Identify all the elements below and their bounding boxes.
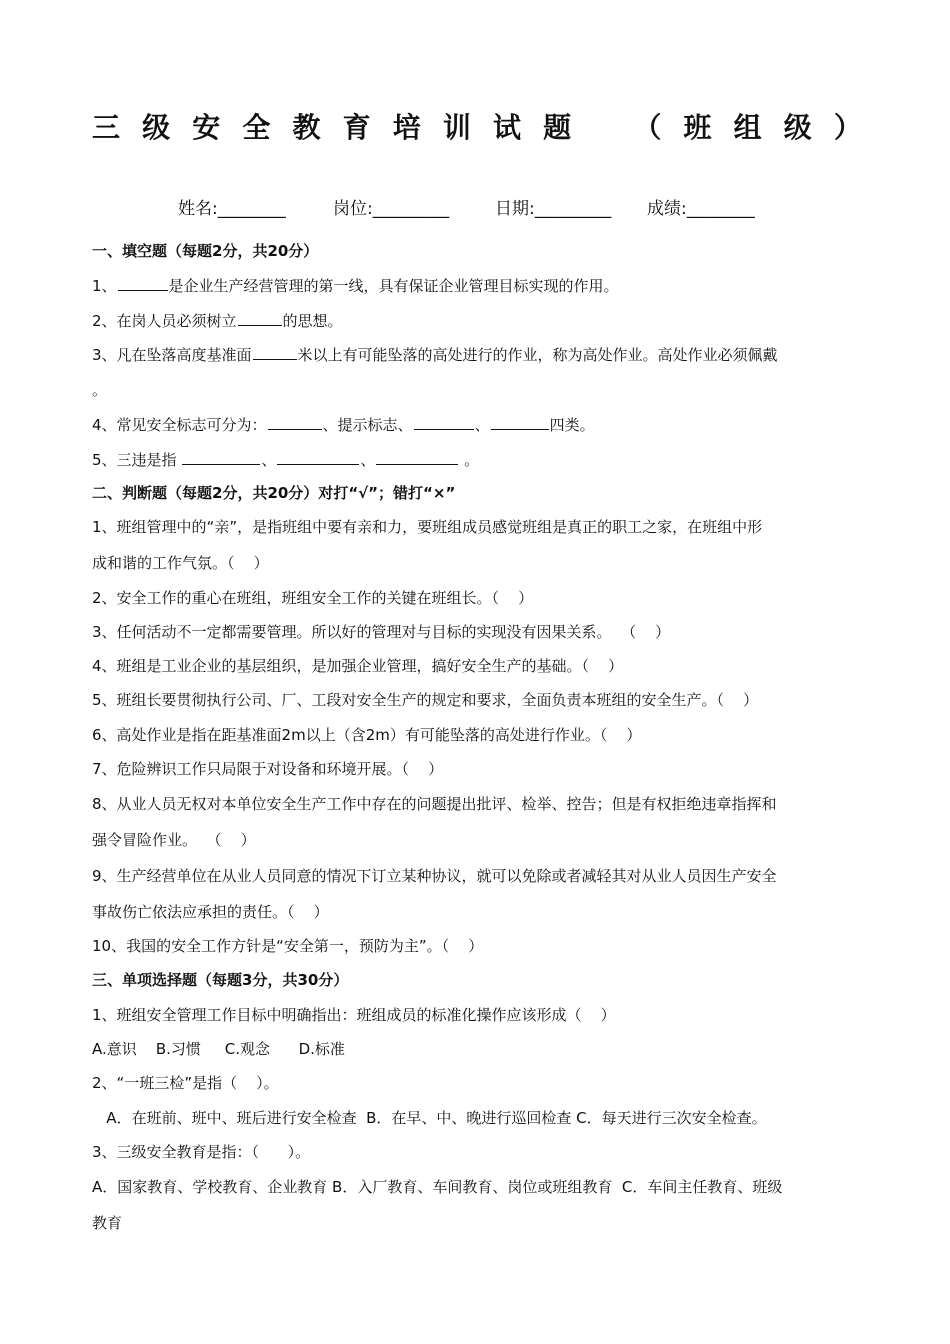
q2-text: 的思想。	[282, 312, 343, 330]
judge-line: 8、从业人员无权对本单位安全生产工作中存在的问题提出批评、检举、控告；但是有权拒绝违章指挥和	[92, 795, 777, 813]
exam-title	[92, 104, 862, 148]
judge-line: 9、生产经营单位在从业人员同意的情况下订立某种协议，就可以免除或者减轻其对从业人员因生产安全	[92, 867, 777, 885]
choice-line: 3、三级安全教育是指：（ ）。	[92, 1143, 311, 1161]
answer-blank[interactable]	[182, 449, 260, 465]
choice-line: 1、班组安全管理工作目标中明确指出：班组成员的标准化操作应该形成（ ）	[92, 1006, 616, 1024]
judge-line: 2、安全工作的重心在班组，班组安全工作的关键在班组长。（ ）	[92, 589, 534, 607]
q4-text: 、提示标志、	[322, 416, 413, 434]
section3-heading: 三、单项选择题（每题3分，共30分）	[92, 971, 349, 989]
score-field[interactable]: 成绩:________	[647, 199, 755, 219]
judge-line: 4、班组是工业企业的基层组织，是加强企业管理，搞好安全生产的基础。（ ）	[92, 657, 624, 675]
title-char: 组	[733, 111, 762, 144]
q5-text: 、	[360, 451, 376, 469]
student-info-row	[0, 194, 950, 220]
title-char: 教	[292, 111, 321, 144]
q5-text: 5、三违是指	[92, 451, 182, 469]
q1-text: 是企业生产经营管理的第一线，具有保证企业管理目标实现的作用。	[168, 277, 619, 295]
fill-question-4	[92, 414, 595, 435]
title-char: 培	[392, 111, 421, 144]
q3-text: 3、凡在坠落高度基准面	[92, 346, 252, 364]
title-char: 班	[683, 111, 712, 144]
q3-text: 米以上有可能坠落的高处进行的作业，称为高处作业。高处作业必须佩戴	[297, 346, 778, 364]
title-char: 级	[783, 111, 812, 144]
fill-question-3	[92, 344, 778, 365]
choice-line: A．在班前、班中、班后进行安全检查 B．在早、中、晚进行巡回检查 C．每天进行三次安全检查。	[92, 1109, 767, 1127]
fill-question-2	[92, 310, 343, 331]
judge-line: 事故伤亡依法应承担的责任。（ ）	[92, 903, 329, 921]
choice-line: A.意识 B.习惯 C.观念 D.标准	[92, 1040, 345, 1058]
title-char: 题	[543, 111, 572, 144]
answer-blank[interactable]	[238, 310, 282, 326]
q1-text: 1、	[92, 277, 117, 295]
choice-line: A．国家教育、学校教育、企业教育 B．入厂教育、车间教育、岗位或班组教育 C．车间主任教育、班级	[92, 1178, 783, 1196]
title-char: 安	[192, 111, 221, 144]
q4-text: 四类。	[549, 416, 595, 434]
section1-heading: 一、填空题（每题2分，共20分）	[92, 242, 319, 260]
judge-line: 1、班组管理中的“亲”，是指班组中要有亲和力，要班组成员感觉班组是真正的职工之家，在班组中形	[92, 518, 763, 536]
fill-question-3-cont: 。	[92, 381, 108, 399]
title-char: 试	[493, 111, 522, 144]
q2-text: 2、在岗人员必须树立	[92, 312, 237, 330]
choice-line: 教育	[92, 1214, 123, 1232]
answer-blank[interactable]	[376, 449, 458, 465]
name-field[interactable]: 姓名:________	[178, 199, 286, 219]
judge-line: 3、任何活动不一定都需要管理。所以好的管理对与目标的实现没有因果关系。 （ ）	[92, 623, 671, 641]
fill-question-1	[92, 275, 619, 296]
title-char: （	[633, 111, 662, 144]
title-char: 训	[442, 111, 471, 144]
title-char: ）	[833, 111, 862, 144]
choice-line: 2、“一班三检”是指（ ）。	[92, 1074, 279, 1092]
title-char: 全	[242, 111, 271, 144]
judge-line: 强令冒险作业。 （ ）	[92, 831, 256, 849]
q5-text: 、	[261, 451, 277, 469]
title-char: 三	[92, 111, 121, 144]
judge-line: 5、班组长要贯彻执行公司、厂、工段对安全生产的规定和要求，全面负责本班组的安全生产。（ ）	[92, 691, 759, 709]
title-char: 级	[142, 111, 171, 144]
q4-text: 、	[474, 416, 490, 434]
post-field[interactable]: 岗位:_________	[333, 199, 450, 219]
judge-line: 成和谐的工作气氛。（ ）	[92, 554, 269, 572]
answer-blank[interactable]	[118, 275, 168, 291]
answer-blank[interactable]	[253, 344, 297, 360]
q5-text: 。	[459, 451, 480, 469]
q4-text: 4、常见安全标志可分为：	[92, 416, 267, 434]
judge-line: 7、危险辨识工作只局限于对设备和环境开展。（ ）	[92, 760, 444, 778]
answer-blank[interactable]	[414, 414, 474, 430]
answer-blank[interactable]	[268, 414, 322, 430]
title-char: 育	[342, 111, 371, 144]
fill-question-5	[92, 449, 479, 470]
answer-blank[interactable]	[277, 449, 359, 465]
judge-line: 6、高处作业是指在距基准面2m以上（含2m）有可能坠落的高处进行作业。（ ）	[92, 726, 642, 744]
answer-blank[interactable]	[491, 414, 549, 430]
section2-heading: 二、判断题（每题2分，共20分）对打“√”；错打“×”	[92, 484, 456, 502]
date-field[interactable]: 日期:_________	[495, 199, 612, 219]
judge-line: 10、我国的安全工作方针是“安全第一，预防为主”。（ ）	[92, 937, 484, 955]
